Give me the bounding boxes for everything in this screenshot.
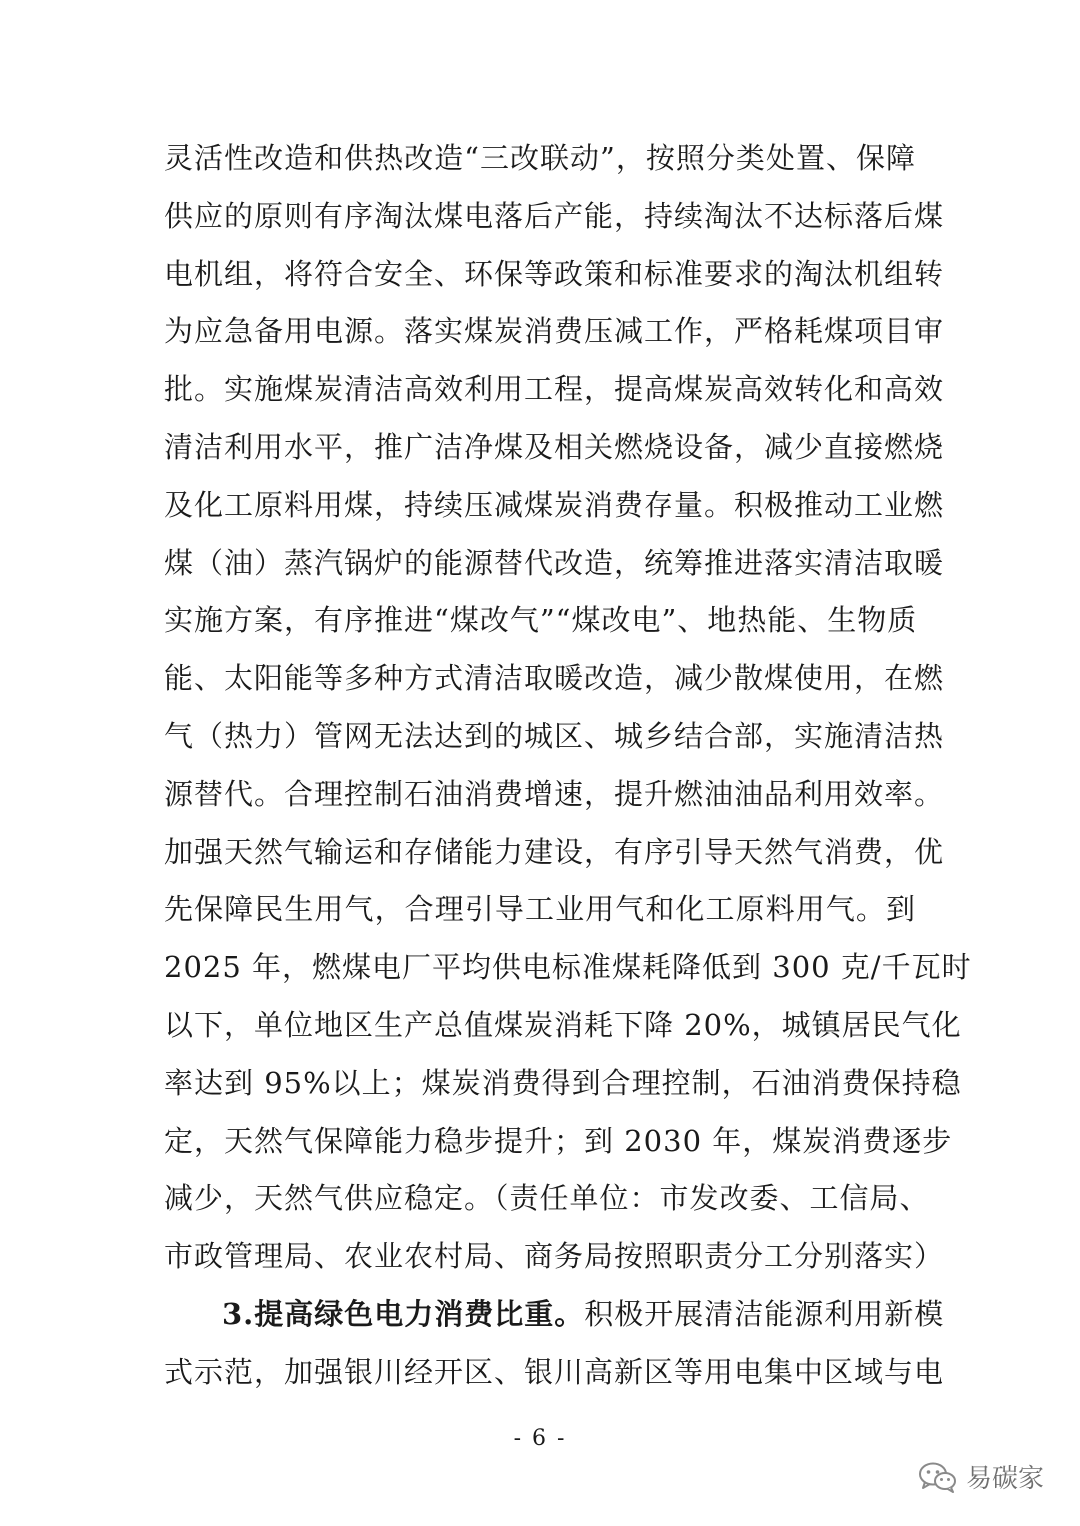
text-line: 2025 年，燃煤电厂平均供电标准煤耗降低到 300 克/千瓦时	[164, 950, 972, 985]
section-heading-line	[164, 1286, 945, 1344]
page-number: - 6 -	[513, 1426, 567, 1451]
text-line: 灵活性改造和供热改造“三改联动”，按照分类处置、保障	[164, 141, 916, 175]
section-text: 积极开展清洁能源利用新模	[584, 1296, 945, 1331]
text-line: 清洁利用水平，推广洁净煤及相关燃烧设备，减少直接燃烧	[164, 429, 945, 464]
text-line: 批。实施煤炭清洁高效利用工程，提高煤炭高效转化和高效	[164, 372, 945, 407]
text-line: 供应的原则有序淘汰煤电落后产能，持续淘汰不达标落后煤	[164, 198, 945, 233]
text-line: 先保障民生用气，合理引导工业用气和化工原料用气。到	[164, 892, 916, 927]
text-line: 源替代。合理控制石油消费增速，提升燃油油品利用效率。	[164, 776, 945, 811]
watermark	[918, 1458, 1044, 1495]
text-line: 式示范，加强银川经开区、银川高新区等用电集中区域与电	[164, 1354, 945, 1389]
text-line: 加强天然气输运和存储能力建设，有序引导天然气消费，优	[164, 834, 945, 869]
text-line: 减少，天然气供应稳定。（责任单位：市发改委、工信局、	[164, 1181, 930, 1216]
text-line: 及化工原料用煤，持续压减煤炭消费存量。积极推动工业燃	[164, 487, 945, 522]
wechat-icon	[918, 1461, 958, 1493]
text-line: 率达到 95%以上；煤炭消费得到合理控制，石油消费保持稳	[164, 1065, 962, 1100]
text-line: 实施方案，有序推进“煤改气”“煤改电”、地热能、生物质	[164, 603, 918, 638]
watermark-label: 易碳家	[965, 1464, 1044, 1494]
text-line: 气（热力）管网无法达到的城区、城乡结合部，实施清洁热	[164, 718, 945, 753]
text-line: 能、太阳能等多种方式清洁取暖改造，减少散煤使用，在燃	[164, 661, 945, 696]
text-line: 市政管理局、农业农村局、商务局按照职责分工分别落实）	[164, 1239, 945, 1274]
text-line: 电机组，将符合安全、环保等政策和标准要求的淘汰机组转	[164, 256, 945, 291]
body-text	[164, 130, 972, 1402]
section-heading: 3.提高绿色电力消费比重。	[222, 1296, 585, 1331]
text-line: 为应急备用电源。落实煤炭消费压减工作，严格耗煤项目审	[164, 314, 945, 349]
text-line: 煤（油）蒸汽锅炉的能源替代改造，统筹推进落实清洁取暖	[164, 545, 945, 580]
text-line: 定，天然气保障能力稳步提升；到 2030 年，煤炭消费逐步	[164, 1123, 953, 1158]
text-line: 以下，单位地区生产总值煤炭消耗下降 20%，城镇居民气化	[164, 1007, 962, 1042]
